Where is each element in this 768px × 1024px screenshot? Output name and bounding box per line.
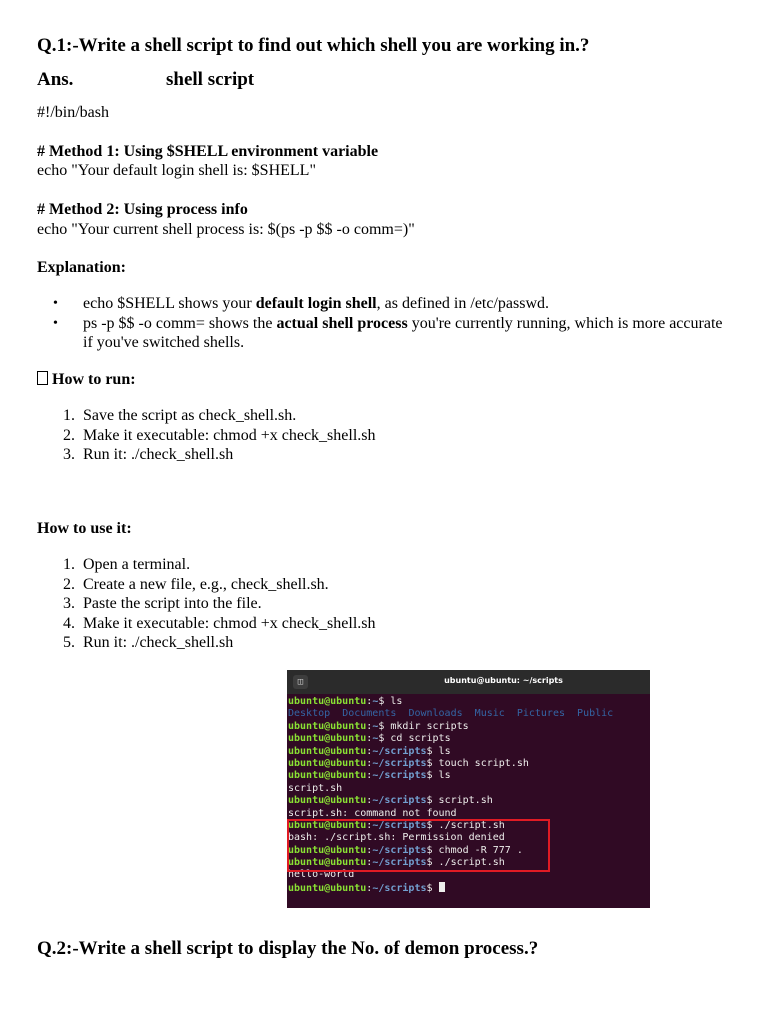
step-number: 1. xyxy=(63,556,75,573)
how-to-run-label: How to run: xyxy=(52,371,136,388)
how-to-run-heading xyxy=(37,370,136,389)
step-text: Make it executable: chmod +x check_shell.sh xyxy=(83,614,376,632)
step-number: 4. xyxy=(63,614,75,632)
list-item xyxy=(37,575,375,595)
list-item xyxy=(37,445,375,465)
explanation-heading: Explanation: xyxy=(37,259,126,276)
terminal-line: ubuntu@ubuntu:~$ ls xyxy=(288,696,403,707)
terminal-line: ubuntu@ubuntu:~/scripts$ touch script.sh xyxy=(288,757,529,769)
how-to-use-heading: How to use it: xyxy=(37,520,132,537)
bullet-bold-text: actual shell process xyxy=(276,314,408,332)
method-2-heading: # Method 2: Using process info xyxy=(37,201,248,218)
step-text: Paste the script into the file. xyxy=(83,595,262,612)
terminal-title: ubuntu@ubuntu: ~/scripts xyxy=(444,676,563,685)
new-tab-icon: ◫ xyxy=(293,675,308,689)
terminal-screenshot xyxy=(287,670,650,908)
use-steps-list xyxy=(37,555,375,653)
method-1-heading: # Method 1: Using $SHELL environment variable xyxy=(37,143,379,160)
shebang-line: #!/bin/bash xyxy=(37,104,109,121)
step-number: 1. xyxy=(63,407,75,424)
method-1-code: echo "Your default login shell is: $SHELL" xyxy=(37,162,316,179)
bullet-text: , as defined in /etc/passwd. xyxy=(376,295,550,312)
list-item xyxy=(37,614,375,634)
answer-subtitle: shell script xyxy=(166,69,255,90)
terminal-cursor xyxy=(439,882,445,892)
terminal-line: Desktop Documents Downloads Music Pictures Public xyxy=(288,708,614,720)
terminal-line: ubuntu@ubuntu:~/scripts$ xyxy=(288,882,613,894)
step-text: Run it: ./check_shell.sh xyxy=(83,634,234,651)
bullet-bold-text: default login shell xyxy=(255,295,377,312)
terminal-line: ubuntu@ubuntu:~/scripts$ script.sh xyxy=(288,795,493,807)
explanation-item xyxy=(37,314,723,353)
terminal-title-bar xyxy=(287,670,650,694)
step-text: Create a new file, e.g., check_shell.sh. xyxy=(83,575,329,593)
step-text: Save the script as check_shell.sh. xyxy=(83,407,297,424)
bullet-marker: • xyxy=(53,315,58,331)
terminal-line: ubuntu@ubuntu:~/scripts$ ./script.sh xyxy=(288,857,505,869)
bullet-text: ps -p $$ -o comm= shows the xyxy=(83,314,277,332)
terminal-line: ubuntu@ubuntu:~/scripts$ ./script.sh xyxy=(288,819,505,831)
step-text: Open a terminal. xyxy=(83,556,191,573)
terminal-line: ubuntu@ubuntu:~$ cd scripts xyxy=(288,733,451,745)
run-steps-list xyxy=(37,406,375,465)
step-number: 2. xyxy=(63,426,75,444)
list-item xyxy=(37,594,375,614)
explanation-list xyxy=(37,294,723,353)
step-text: Make it executable: chmod +x check_shell.sh xyxy=(83,426,376,444)
terminal-line: ubuntu@ubuntu:~/scripts$ ls xyxy=(288,770,451,782)
terminal-line: script.sh: command not found xyxy=(288,807,457,819)
answer-label: Ans. xyxy=(37,69,74,90)
step-text: Run it: ./check_shell.sh xyxy=(83,446,234,463)
highlight-box xyxy=(287,819,550,872)
terminal-line: script.sh xyxy=(288,782,343,794)
terminal-line: ubuntu@ubuntu:~/scripts$ chmod -R 777 . xyxy=(288,844,523,856)
step-number: 3. xyxy=(63,446,75,463)
bullet-text: you're currently running, which is more accurate if you've switched shells. xyxy=(83,314,723,351)
list-item xyxy=(37,426,375,446)
bullet-text: echo $SHELL shows your xyxy=(83,295,256,312)
question-1-title: Q.1:-Write a shell script to find out which shell you are working in.? xyxy=(37,35,590,56)
step-number: 3. xyxy=(63,595,75,612)
list-item xyxy=(37,406,375,426)
list-item xyxy=(37,555,375,575)
terminal-line: hello-world xyxy=(288,869,355,881)
list-item xyxy=(37,633,375,653)
terminal-line: ubuntu@ubuntu:~/scripts$ ls xyxy=(288,745,451,757)
explanation-item xyxy=(37,294,723,314)
question-2-title: Q.2:-Write a shell script to display the No. of demon process.? xyxy=(37,938,539,959)
missing-glyph-icon xyxy=(37,371,48,385)
bullet-marker: • xyxy=(53,296,58,311)
terminal-line: bash: ./script.sh: Permission denied xyxy=(288,832,505,844)
method-2-code: echo "Your current shell process is: $(ps -p $$ -o comm=)" xyxy=(37,221,415,238)
step-number: 2. xyxy=(63,575,75,593)
step-number: 5. xyxy=(63,634,75,651)
terminal-line: ubuntu@ubuntu:~$ mkdir scripts xyxy=(288,720,469,732)
